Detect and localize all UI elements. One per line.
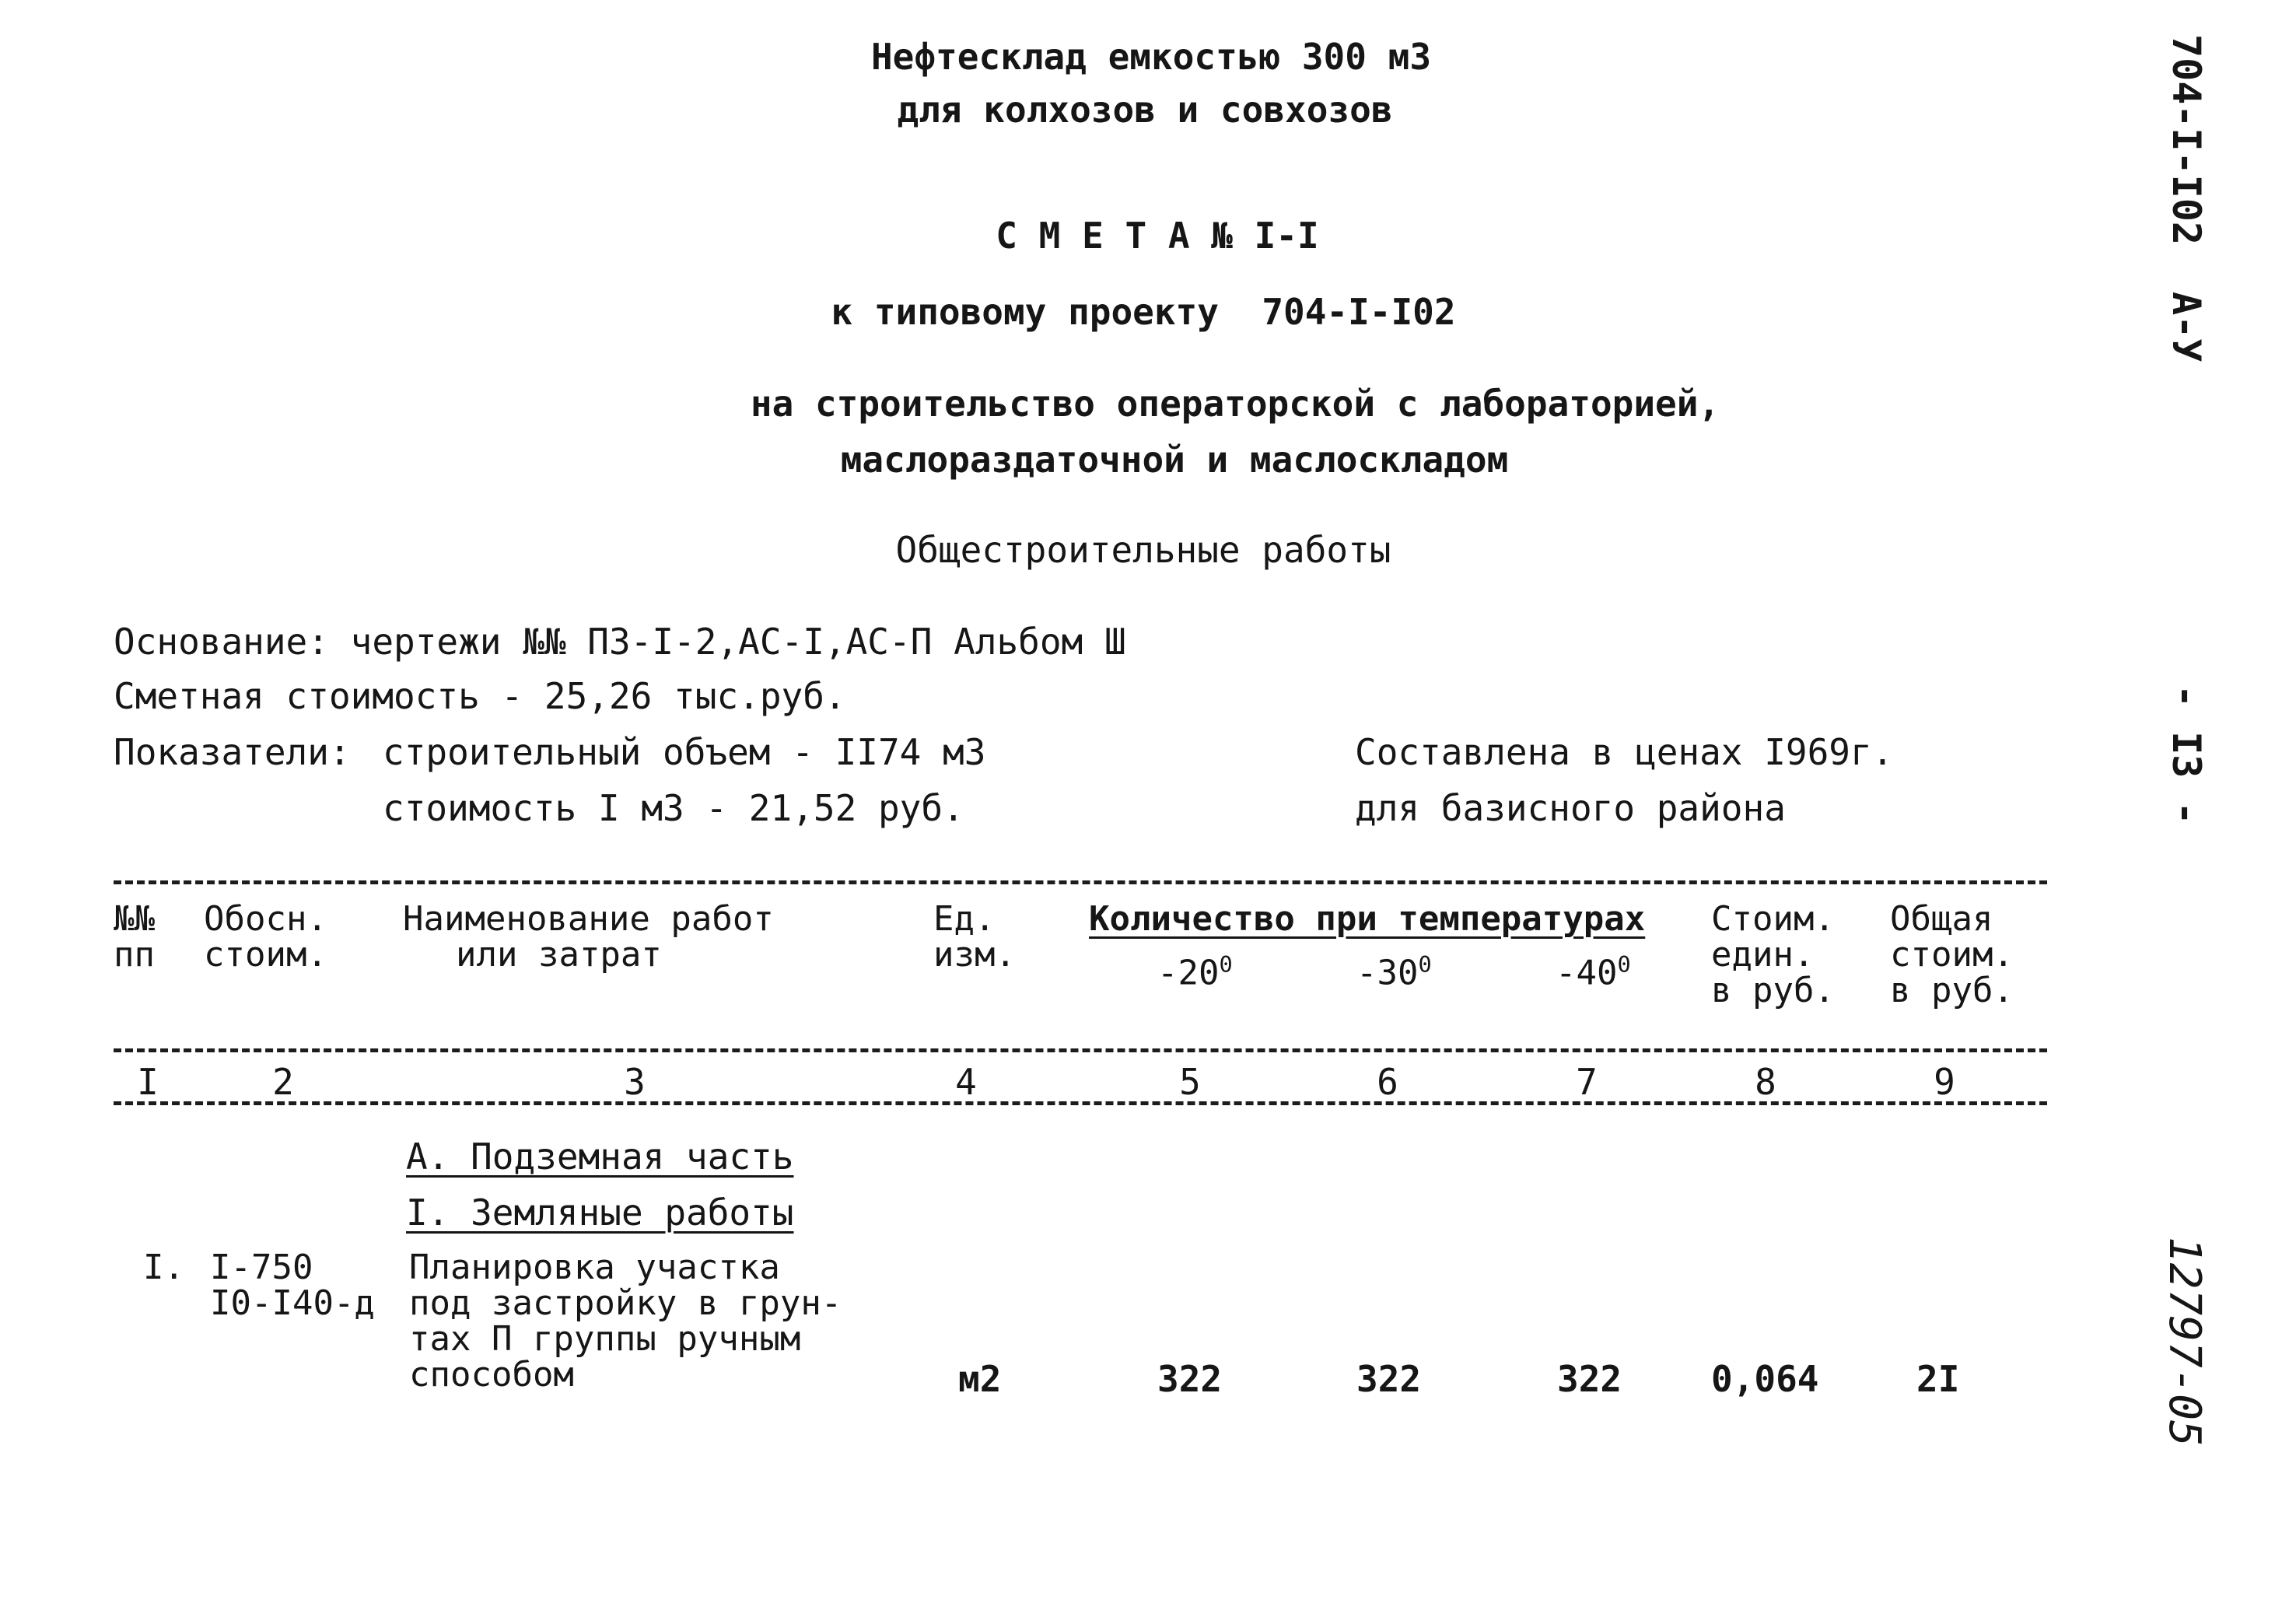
header-temp-30: $-30^0$ xyxy=(1356,951,1432,993)
header-num-2: пп xyxy=(114,935,155,975)
prices-year: Составлена в ценах I969г. xyxy=(1355,731,1894,773)
column-number: 5 xyxy=(1179,1061,1201,1103)
header-unit-1: Ед. xyxy=(933,899,996,939)
subsection-heading: I. Земляные работы xyxy=(406,1192,794,1234)
construction-volume: строительный объем - II74 м3 xyxy=(383,731,986,773)
header-line-2: для колхозов и совхозов xyxy=(897,89,1393,131)
header-line-1: Нефтесклад емкостью 300 м3 xyxy=(870,36,1432,78)
row-name-line: Планировка участка xyxy=(409,1248,780,1287)
header-bottom-rule xyxy=(114,1048,2047,1052)
header-num-1: №№ xyxy=(114,899,155,939)
column-number: 4 xyxy=(955,1061,977,1103)
header-price-2: един. xyxy=(1711,935,1815,975)
header-price-1: Стоим. xyxy=(1711,899,1835,939)
column-number: 3 xyxy=(624,1061,646,1103)
row-unit-price: 0,064 xyxy=(1711,1358,1819,1400)
indicators-label: Показатели: xyxy=(114,731,351,773)
header-basis-1: Обосн. xyxy=(204,899,327,939)
purpose-line-2: маслораздаточной и маслоскладом xyxy=(840,439,1509,481)
purpose-line-1: на строительство операторской с лабораторией, xyxy=(750,383,1720,425)
estimate-title: С М Е Т А № I-I xyxy=(996,215,1319,257)
row-qty-minus-30: 322 xyxy=(1356,1358,1422,1400)
header-total-3: в руб. xyxy=(1890,971,2014,1010)
row-total: 2I xyxy=(1916,1358,1960,1400)
estimate-basis: Основание: чертежи №№ ПЗ-I-2,АС-I,АС-П Альбом Ш xyxy=(114,621,1126,663)
row-basis-1: I-750 xyxy=(210,1248,313,1287)
page-number: - I3 - xyxy=(2164,684,2209,825)
header-name-2: или затрат xyxy=(456,935,662,975)
header-quantity-group: Количество при температурах xyxy=(1089,899,1646,939)
estimate-cost: Сметная стоимость - 25,26 тыс.руб. xyxy=(114,675,846,717)
header-temp-20: $-20^0$ xyxy=(1157,951,1233,993)
header-temp-40: $-40^0$ xyxy=(1556,951,1631,993)
row-name-line: способом xyxy=(409,1355,574,1395)
column-number: 8 xyxy=(1755,1061,1776,1103)
work-section-title: Общестроительные работы xyxy=(895,529,1391,571)
header-basis-2: стоим. xyxy=(204,935,327,975)
project-reference: к типовому проекту 704-I-I02 xyxy=(831,291,1456,333)
header-name-1: Наименование работ xyxy=(403,899,774,939)
row-name-line: под застройку в грун- xyxy=(409,1283,842,1323)
row-name-line: тах П группы ручным xyxy=(409,1319,801,1359)
section-heading: А. Подземная часть xyxy=(406,1136,794,1178)
cost-per-m3: стоимость I м3 - 21,52 руб. xyxy=(383,787,964,829)
column-number: 6 xyxy=(1377,1061,1398,1103)
project-code-mark: 704-I-I02 А-У xyxy=(2164,34,2209,362)
column-number: 2 xyxy=(272,1061,294,1103)
row-basis-2: I0-I40-д xyxy=(210,1283,375,1323)
column-number: 7 xyxy=(1576,1061,1598,1103)
row-unit: м2 xyxy=(958,1358,1002,1400)
column-number: I xyxy=(137,1061,159,1103)
header-unit-2: изм. xyxy=(933,935,1016,975)
prices-region: для базисного района xyxy=(1355,787,1786,829)
column-number: 9 xyxy=(1934,1061,1955,1103)
header-price-3: в руб. xyxy=(1711,971,1835,1010)
row-qty-minus-20: 322 xyxy=(1157,1358,1223,1400)
row-number: I. xyxy=(143,1248,184,1287)
header-total-2: стоим. xyxy=(1890,935,2014,975)
row-qty-minus-40: 322 xyxy=(1557,1358,1622,1400)
table-top-rule xyxy=(114,880,2047,884)
header-total-1: Общая xyxy=(1890,899,1993,939)
inventory-number: 12797-05 xyxy=(2159,1237,2210,1447)
